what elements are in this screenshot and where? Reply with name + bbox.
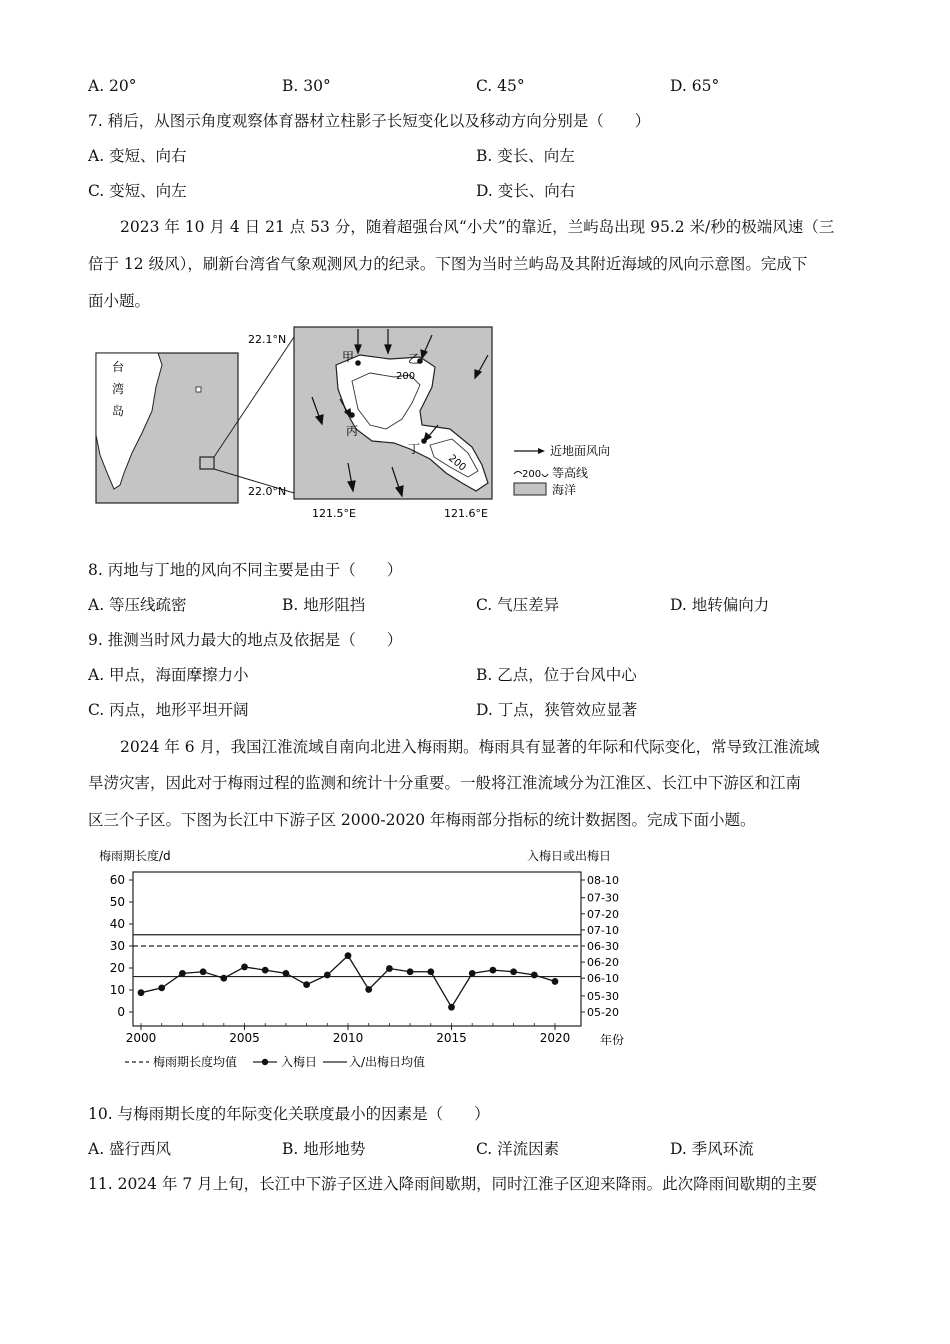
contour-label-200-a: 200	[396, 371, 416, 382]
legend-contour-value: 200	[522, 469, 542, 480]
q10-option-d: D. 季风环流	[670, 1140, 754, 1158]
onset-point-2006	[262, 967, 269, 974]
q9-option-d: D. 丁点，狭管效应显著	[476, 701, 638, 719]
onset-point-2010	[345, 952, 352, 959]
onset-point-2005	[241, 964, 248, 971]
meiyu-chart	[95, 842, 635, 1077]
legend-onset-marker	[262, 1059, 268, 1065]
x-tick-label-2005: 2005	[229, 1031, 260, 1045]
legend-ocean-label: 海洋	[552, 483, 577, 497]
onset-point-2016	[469, 970, 476, 977]
legend-date-mean-label: 入/出梅日均值	[349, 1055, 426, 1069]
small-island-marker	[196, 387, 201, 392]
onset-point-2009	[324, 972, 331, 979]
meiyu-passage-line-3: 区三个子区。下图为长江中下游子区 2000-2020 年梅雨部分指标的统计数据图。完成下面小题。	[88, 811, 756, 829]
lanyu-detail-map	[248, 327, 492, 520]
q10-option-c: C. 洋流因素	[476, 1140, 560, 1158]
onset-point-2004	[220, 975, 227, 982]
y-tick-label-0: 0	[117, 1005, 125, 1019]
legend-contour-label: 等高线	[552, 466, 589, 480]
q8-stem: 8. 丙地与丁地的风向不同主要是由于（ ）	[88, 561, 403, 579]
chart-legend	[125, 1054, 425, 1069]
y2-tick-label-07-30: 07-30	[587, 891, 619, 905]
y2-tick-label-06-10: 06-10	[587, 972, 619, 986]
onset-point-2019	[531, 972, 538, 979]
taiwan-label-char-3: 岛	[112, 404, 125, 418]
onset-series-line	[141, 956, 555, 1008]
onset-point-2013	[407, 968, 414, 975]
lat-top-label: 22.1°N	[248, 333, 287, 346]
onset-point-2020	[552, 978, 559, 985]
chart-ylabel: 梅雨期长度/d	[99, 849, 171, 863]
y2-tick-label-07-20: 07-20	[587, 907, 619, 921]
q11-stem: 11. 2024 年 7 月上旬，长江中下游子区进入降雨间歇期，同时江淮子区迎来降雨。此次降雨间歇期的主要	[88, 1175, 818, 1193]
taiwan-label-char-1: 台	[112, 360, 125, 374]
q8-option-c: C. 气压差异	[476, 596, 560, 614]
q10-stem: 10. 与梅雨期长度的年际变化关联度最小的因素是（ ）	[88, 1105, 490, 1123]
legend-onset-label: 入梅日	[281, 1055, 318, 1069]
lon-left-label: 121.5°E	[312, 507, 356, 520]
legend-wind-label: 近地面风向	[550, 444, 611, 458]
q9-option-b: B. 乙点，位于台风中心	[476, 666, 637, 684]
onset-point-2015	[448, 1004, 455, 1011]
meiyu-passage-line-1: 2024 年 6 月，我国江淮流域自南向北进入梅雨期。梅雨具有显著的年际和代际变化，常导致江淮流域	[120, 738, 820, 756]
q6-option-d: D. 65°	[670, 77, 720, 95]
onset-point-2014	[427, 968, 434, 975]
q6-option-c: C. 45°	[476, 77, 525, 95]
q6-option-b: B. 30°	[282, 77, 331, 95]
point-jia-label: 甲	[342, 350, 355, 364]
point-ding-label: 丁	[408, 442, 421, 456]
contour-label-200-b: 200	[446, 452, 468, 474]
q8-option-a: A. 等压线疏密	[88, 596, 187, 614]
meiyu-passage-line-2: 旱涝灾害，因此对于梅雨过程的监测和统计十分重要。一般将江淮流域分为江淮区、长江中下游区和江南	[88, 774, 802, 792]
onset-point-2002	[179, 970, 186, 977]
taiwan-label-char-2: 湾	[112, 382, 125, 396]
onset-point-2008	[303, 981, 310, 988]
onset-point-2003	[200, 968, 207, 975]
x-tick-label-2015: 2015	[436, 1031, 467, 1045]
point-yi-label: 乙	[408, 352, 421, 366]
lat-bottom-label: 22.0°N	[248, 485, 287, 498]
q7-option-b: B. 变长、向左	[476, 147, 575, 165]
q6-option-a: A. 20°	[88, 77, 137, 95]
y2-tick-label-06-20: 06-20	[587, 956, 619, 970]
legend-mean-length-label: 梅雨期长度均值	[153, 1055, 238, 1069]
y2-tick-label-05-30: 05-30	[587, 989, 619, 1003]
chart-xlabel: 年份	[600, 1033, 625, 1047]
q7-option-c: C. 变短、向左	[88, 182, 187, 200]
onset-point-2007	[283, 970, 290, 977]
x-tick-label-2000: 2000	[125, 1031, 157, 1045]
onset-point-2000	[138, 989, 145, 996]
x-tick-label-2010: 2010	[332, 1031, 364, 1045]
y-tick-label-30: 30	[109, 939, 125, 953]
q8-option-b: B. 地形阻挡	[282, 596, 366, 614]
onset-point-2017	[490, 967, 497, 974]
lanyu-wind-map	[90, 325, 630, 525]
taiwan-inset-map	[96, 337, 294, 503]
onset-point-2012	[386, 965, 393, 972]
q9-stem: 9. 推测当时风力最大的地点及依据是（ ）	[88, 631, 403, 649]
onset-point-2018	[510, 968, 517, 975]
onset-point-2011	[365, 986, 372, 993]
point-bing-label: 丙	[346, 424, 359, 438]
q7-stem: 7. 稍后，从图示角度观察体育器材立柱影子长短变化以及移动方向分别是（ ）	[88, 112, 651, 130]
typhoon-passage-line-1: 2023 年 10 月 4 日 21 点 53 分，随着超强台风“小犬”的靠近，兰屿岛出现 95.2 米/秒的极端风速（三	[120, 218, 835, 236]
onset-point-2001	[158, 984, 165, 991]
q10-option-b: B. 地形地势	[282, 1140, 366, 1158]
chart-plot-frame	[133, 872, 581, 1026]
chart-y2label: 入梅日或出梅日	[527, 849, 612, 863]
y2-tick-label-07-10: 07-10	[587, 923, 619, 937]
q9-option-c: C. 丙点，地形平坦开阔	[88, 701, 249, 719]
y-tick-label-60: 60	[109, 873, 125, 887]
x-tick-label-2020: 2020	[539, 1031, 571, 1045]
typhoon-passage-line-3: 面小题。	[88, 292, 151, 310]
y-tick-label-40: 40	[109, 917, 125, 931]
q9-option-a: A. 甲点，海面摩擦力小	[88, 666, 249, 684]
q7-option-a: A. 变短、向右	[88, 147, 187, 165]
y2-tick-label-08-10: 08-10	[587, 874, 619, 887]
point-jia-dot	[355, 360, 361, 366]
lon-right-label: 121.6°E	[444, 507, 488, 520]
q7-option-d: D. 变长、向右	[476, 182, 576, 200]
q8-option-d: D. 地转偏向力	[670, 596, 770, 614]
y2-tick-label-06-30: 06-30	[587, 940, 619, 953]
y-tick-label-50: 50	[109, 895, 125, 909]
y-tick-label-10: 10	[109, 983, 125, 997]
y2-tick-label-05-20: 05-20	[587, 1006, 619, 1019]
typhoon-passage-line-2: 倍于 12 级风），刷新台湾省气象观测风力的纪录。下图为当时兰屿岛及其附近海域的风向示意图。完成下	[88, 255, 808, 273]
y-tick-label-20: 20	[109, 961, 125, 975]
map-legend	[514, 443, 610, 497]
q10-option-a: A. 盛行西风	[88, 1140, 172, 1158]
